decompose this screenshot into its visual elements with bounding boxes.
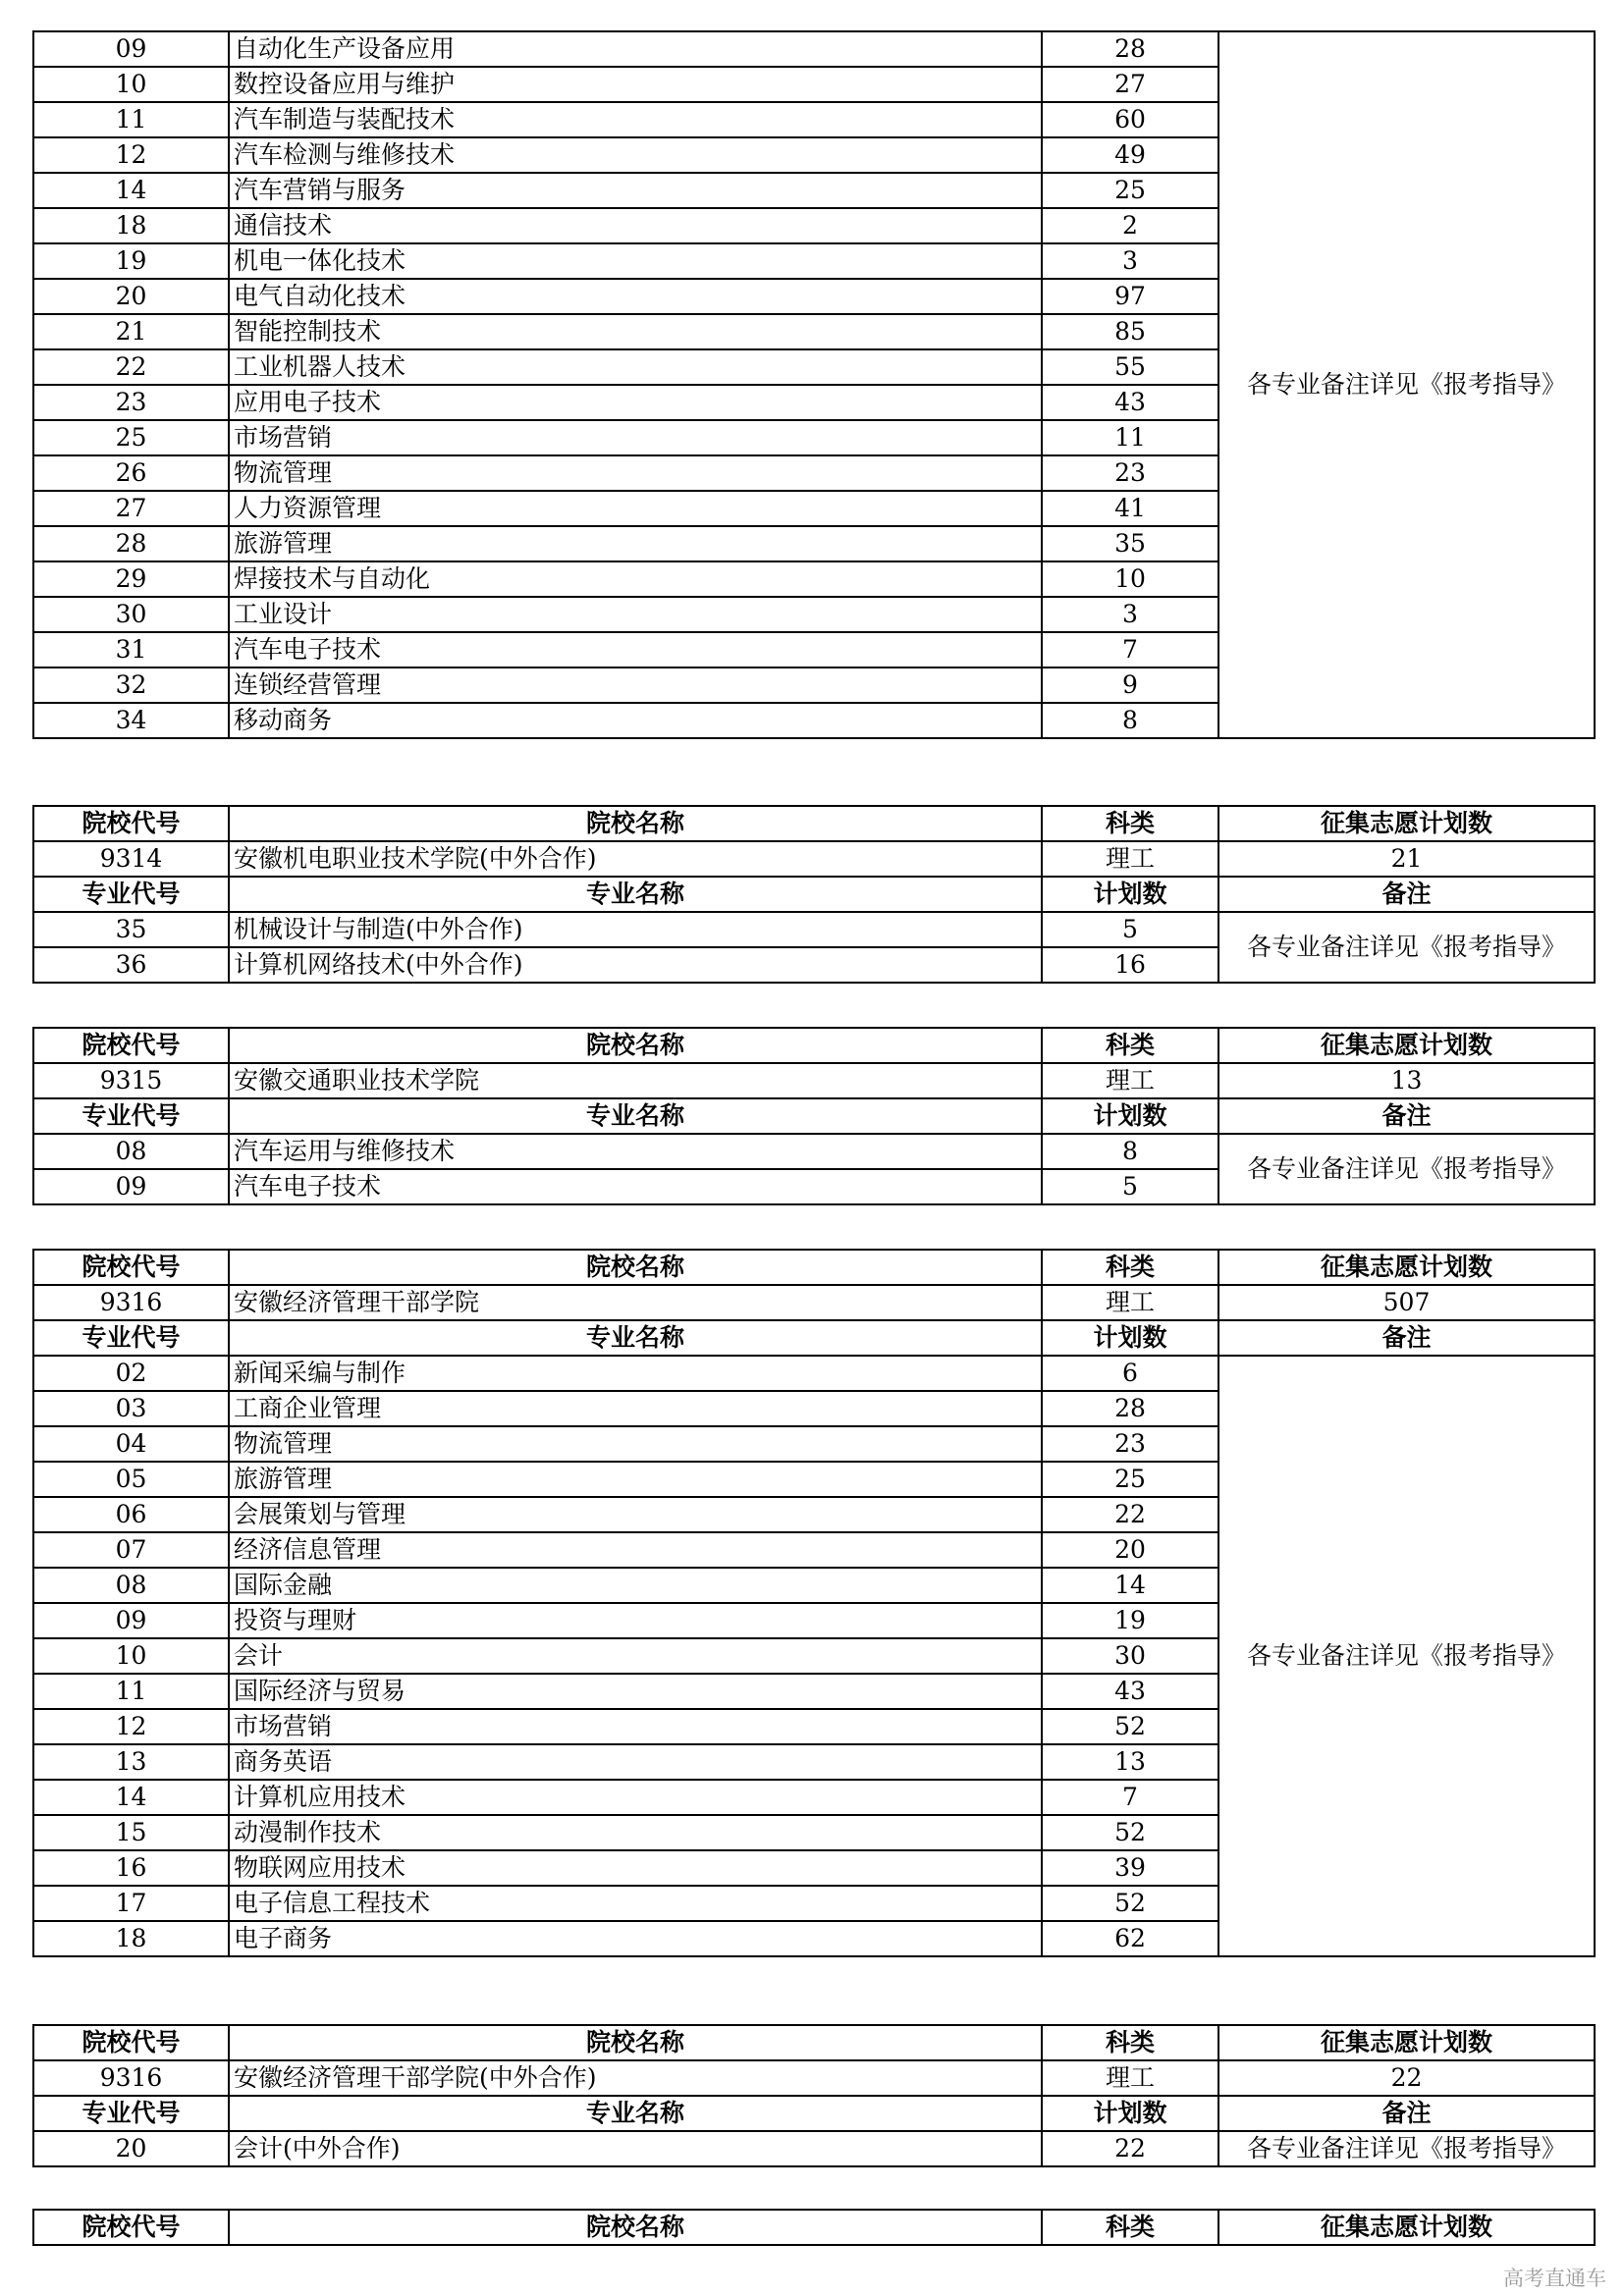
major-name: 工商企业管理 [229, 1391, 1042, 1426]
plan-count: 97 [1042, 279, 1218, 314]
major-code: 25 [33, 420, 229, 455]
header-plan-count: 计划数 [1042, 2096, 1218, 2131]
major-name: 市场营销 [229, 420, 1042, 455]
plan-count: 7 [1042, 1780, 1218, 1815]
plan-count: 20 [1042, 1532, 1218, 1568]
plan-count: 28 [1042, 1391, 1218, 1426]
table-row [33, 1134, 1595, 1169]
major-header-row [33, 1320, 1595, 1356]
plan-count: 3 [1042, 243, 1218, 279]
header-school-code: 院校代号 [33, 2210, 229, 2245]
major-name: 投资与理财 [229, 1603, 1042, 1638]
school-code: 9316 [33, 2060, 229, 2096]
plan-count: 39 [1042, 1850, 1218, 1886]
major-name: 机械设计与制造(中外合作) [229, 912, 1042, 947]
header-category: 科类 [1042, 806, 1218, 841]
major-name: 物联网应用技术 [229, 1850, 1042, 1886]
plan-count: 11 [1042, 420, 1218, 455]
school-row [33, 841, 1595, 877]
major-name: 数控设备应用与维护 [229, 67, 1042, 102]
major-code: 08 [33, 1568, 229, 1603]
header-category: 科类 [1042, 1028, 1218, 1063]
header-remark: 备注 [1218, 1098, 1595, 1134]
major-code: 18 [33, 1921, 229, 1956]
header-major-name: 专业名称 [229, 1320, 1042, 1356]
school-code: 9315 [33, 1063, 229, 1098]
header-plan-count: 计划数 [1042, 877, 1218, 912]
plan-count: 41 [1042, 491, 1218, 526]
major-code: 19 [33, 243, 229, 279]
plan-count: 8 [1042, 1134, 1218, 1169]
plan-count: 7 [1042, 632, 1218, 667]
major-name: 人力资源管理 [229, 491, 1042, 526]
school-name: 安徽经济管理干部学院 [229, 1285, 1042, 1320]
major-code: 04 [33, 1426, 229, 1462]
major-name: 国际金融 [229, 1568, 1042, 1603]
school-table-next [32, 2209, 1596, 2246]
major-name: 物流管理 [229, 455, 1042, 491]
plan-count: 9 [1042, 667, 1218, 703]
major-name: 移动商务 [229, 703, 1042, 738]
major-code: 14 [33, 1780, 229, 1815]
plan-count: 5 [1042, 1169, 1218, 1204]
major-table-continued [32, 30, 1596, 739]
major-name: 汽车营销与服务 [229, 173, 1042, 208]
header-major-code: 专业代号 [33, 1098, 229, 1134]
header-major-code: 专业代号 [33, 1320, 229, 1356]
major-code: 18 [33, 208, 229, 243]
header-plan-total: 征集志愿计划数 [1218, 1250, 1595, 1285]
major-code: 35 [33, 912, 229, 947]
major-name: 机电一体化技术 [229, 243, 1042, 279]
plan-count: 30 [1042, 1638, 1218, 1674]
plan-count: 55 [1042, 349, 1218, 385]
major-name: 旅游管理 [229, 526, 1042, 561]
major-header-row [33, 2096, 1595, 2131]
major-name: 焊接技术与自动化 [229, 561, 1042, 597]
major-code: 06 [33, 1497, 229, 1532]
watermark-text: 高考直通车 [1503, 2267, 1606, 2290]
school-row [33, 2060, 1595, 2096]
school-plan-total: 13 [1218, 1063, 1595, 1098]
plan-count: 27 [1042, 67, 1218, 102]
school-plan-total: 21 [1218, 841, 1595, 877]
plan-count: 62 [1042, 1921, 1218, 1956]
plan-count: 60 [1042, 102, 1218, 137]
major-name: 汽车运用与维修技术 [229, 1134, 1042, 1169]
major-name: 新闻采编与制作 [229, 1356, 1042, 1391]
major-header-row [33, 877, 1595, 912]
major-code: 10 [33, 67, 229, 102]
major-code: 11 [33, 1674, 229, 1709]
plan-count: 49 [1042, 137, 1218, 173]
header-school-name: 院校名称 [229, 806, 1042, 841]
plan-count: 2 [1042, 208, 1218, 243]
header-category: 科类 [1042, 1250, 1218, 1285]
school-header-row [33, 806, 1595, 841]
major-code: 21 [33, 314, 229, 349]
school-plan-total: 507 [1218, 1285, 1595, 1320]
major-code: 13 [33, 1744, 229, 1780]
major-code: 12 [33, 1709, 229, 1744]
school-header-row [33, 1028, 1595, 1063]
major-code: 34 [33, 703, 229, 738]
major-name: 计算机网络技术(中外合作) [229, 947, 1042, 983]
plan-count: 5 [1042, 912, 1218, 947]
major-name: 市场营销 [229, 1709, 1042, 1744]
table-row [33, 2131, 1595, 2166]
table-row [33, 1356, 1595, 1391]
major-code: 23 [33, 385, 229, 420]
major-name: 连锁经营管理 [229, 667, 1042, 703]
plan-count: 6 [1042, 1356, 1218, 1391]
header-school-code: 院校代号 [33, 2025, 229, 2060]
plan-count: 35 [1042, 526, 1218, 561]
table-row [33, 31, 1595, 67]
major-code: 12 [33, 137, 229, 173]
remark-cell: 各专业备注详见《报考指导》 [1218, 31, 1595, 738]
plan-count: 22 [1042, 2131, 1218, 2166]
major-code: 28 [33, 526, 229, 561]
remark-cell: 各专业备注详见《报考指导》 [1218, 2131, 1595, 2166]
school-table-9316 [32, 1249, 1596, 1957]
school-table-9316-coop [32, 2024, 1596, 2167]
school-header-row [33, 2025, 1595, 2060]
header-school-name: 院校名称 [229, 2210, 1042, 2245]
header-school-name: 院校名称 [229, 1250, 1042, 1285]
major-name: 应用电子技术 [229, 385, 1042, 420]
school-category: 理工 [1042, 841, 1218, 877]
remark-cell: 各专业备注详见《报考指导》 [1218, 912, 1595, 983]
school-header-row [33, 1250, 1595, 1285]
major-name: 电子信息工程技术 [229, 1886, 1042, 1921]
school-name: 安徽交通职业技术学院 [229, 1063, 1042, 1098]
school-name: 安徽机电职业技术学院(中外合作) [229, 841, 1042, 877]
plan-count: 25 [1042, 1462, 1218, 1497]
header-school-name: 院校名称 [229, 1028, 1042, 1063]
header-school-name: 院校名称 [229, 2025, 1042, 2060]
plan-count: 52 [1042, 1886, 1218, 1921]
plan-count: 52 [1042, 1709, 1218, 1744]
major-code: 30 [33, 597, 229, 632]
header-plan-total: 征集志愿计划数 [1218, 2210, 1595, 2245]
school-code: 9314 [33, 841, 229, 877]
major-name: 汽车电子技术 [229, 1169, 1042, 1204]
major-name: 工业机器人技术 [229, 349, 1042, 385]
major-code: 26 [33, 455, 229, 491]
major-code: 11 [33, 102, 229, 137]
major-name: 会计 [229, 1638, 1042, 1674]
major-name: 会计(中外合作) [229, 2131, 1042, 2166]
major-code: 09 [33, 31, 229, 67]
major-code: 31 [33, 632, 229, 667]
header-plan-count: 计划数 [1042, 1098, 1218, 1134]
major-code: 27 [33, 491, 229, 526]
header-school-code: 院校代号 [33, 806, 229, 841]
major-code: 29 [33, 561, 229, 597]
header-school-code: 院校代号 [33, 1028, 229, 1063]
header-plan-count: 计划数 [1042, 1320, 1218, 1356]
header-plan-total: 征集志愿计划数 [1218, 1028, 1595, 1063]
major-name: 动漫制作技术 [229, 1815, 1042, 1850]
plan-count: 23 [1042, 1426, 1218, 1462]
major-name: 电子商务 [229, 1921, 1042, 1956]
major-code: 36 [33, 947, 229, 983]
school-plan-total: 22 [1218, 2060, 1595, 2096]
plan-count: 43 [1042, 385, 1218, 420]
major-code: 10 [33, 1638, 229, 1674]
major-code: 02 [33, 1356, 229, 1391]
major-code: 16 [33, 1850, 229, 1886]
major-code: 08 [33, 1134, 229, 1169]
school-code: 9316 [33, 1285, 229, 1320]
school-category: 理工 [1042, 2060, 1218, 2096]
header-major-code: 专业代号 [33, 2096, 229, 2131]
header-plan-total: 征集志愿计划数 [1218, 806, 1595, 841]
major-code: 22 [33, 349, 229, 385]
plan-count: 43 [1042, 1674, 1218, 1709]
major-name: 物流管理 [229, 1426, 1042, 1462]
plan-count: 52 [1042, 1815, 1218, 1850]
major-name: 工业设计 [229, 597, 1042, 632]
plan-count: 19 [1042, 1603, 1218, 1638]
header-category: 科类 [1042, 2025, 1218, 2060]
major-code: 09 [33, 1169, 229, 1204]
school-row [33, 1285, 1595, 1320]
major-name: 汽车电子技术 [229, 632, 1042, 667]
header-category: 科类 [1042, 2210, 1218, 2245]
header-major-name: 专业名称 [229, 877, 1042, 912]
major-name: 智能控制技术 [229, 314, 1042, 349]
plan-count: 16 [1042, 947, 1218, 983]
school-table-9315 [32, 1027, 1596, 1205]
major-name: 国际经济与贸易 [229, 1674, 1042, 1709]
major-name: 旅游管理 [229, 1462, 1042, 1497]
header-major-name: 专业名称 [229, 2096, 1042, 2131]
header-plan-total: 征集志愿计划数 [1218, 2025, 1595, 2060]
school-category: 理工 [1042, 1285, 1218, 1320]
header-major-code: 专业代号 [33, 877, 229, 912]
plan-count: 22 [1042, 1497, 1218, 1532]
major-name: 会展策划与管理 [229, 1497, 1042, 1532]
major-code: 09 [33, 1603, 229, 1638]
major-code: 03 [33, 1391, 229, 1426]
table-row [33, 912, 1595, 947]
plan-count: 23 [1042, 455, 1218, 491]
major-code: 20 [33, 2131, 229, 2166]
major-name: 通信技术 [229, 208, 1042, 243]
plan-count: 10 [1042, 561, 1218, 597]
header-school-code: 院校代号 [33, 1250, 229, 1285]
header-remark: 备注 [1218, 877, 1595, 912]
plan-count: 8 [1042, 703, 1218, 738]
major-name: 汽车检测与维修技术 [229, 137, 1042, 173]
major-name: 汽车制造与装配技术 [229, 102, 1042, 137]
header-major-name: 专业名称 [229, 1098, 1042, 1134]
major-name: 商务英语 [229, 1744, 1042, 1780]
plan-count: 85 [1042, 314, 1218, 349]
school-row [33, 1063, 1595, 1098]
major-name: 电气自动化技术 [229, 279, 1042, 314]
header-remark: 备注 [1218, 2096, 1595, 2131]
major-code: 20 [33, 279, 229, 314]
plan-count: 14 [1042, 1568, 1218, 1603]
plan-count: 28 [1042, 31, 1218, 67]
school-name: 安徽经济管理干部学院(中外合作) [229, 2060, 1042, 2096]
major-code: 32 [33, 667, 229, 703]
major-code: 17 [33, 1886, 229, 1921]
remark-cell: 各专业备注详见《报考指导》 [1218, 1134, 1595, 1204]
school-table-9314 [32, 805, 1596, 984]
major-name: 计算机应用技术 [229, 1780, 1042, 1815]
major-name: 经济信息管理 [229, 1532, 1042, 1568]
major-code: 07 [33, 1532, 229, 1568]
school-category: 理工 [1042, 1063, 1218, 1098]
plan-count: 13 [1042, 1744, 1218, 1780]
school-header-row [33, 2210, 1595, 2245]
plan-count: 3 [1042, 597, 1218, 632]
header-remark: 备注 [1218, 1320, 1595, 1356]
major-header-row [33, 1098, 1595, 1134]
plan-count: 25 [1042, 173, 1218, 208]
remark-cell: 各专业备注详见《报考指导》 [1218, 1356, 1595, 1956]
major-code: 05 [33, 1462, 229, 1497]
major-name: 自动化生产设备应用 [229, 31, 1042, 67]
major-code: 15 [33, 1815, 229, 1850]
major-code: 14 [33, 173, 229, 208]
